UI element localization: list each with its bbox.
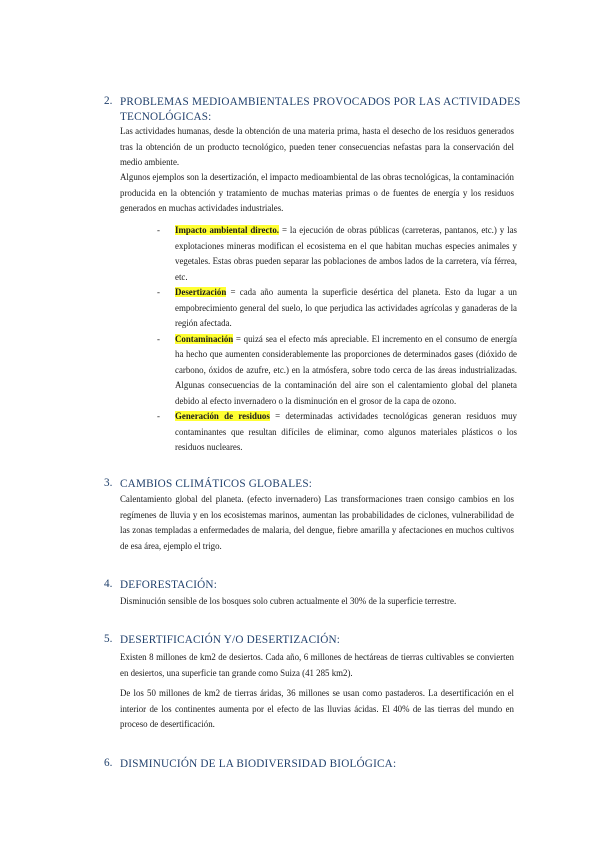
heading-line-1: PROBLEMAS MEDIOAMBIENTALES PROVOCADOS POR LAS ACTIVIDADES xyxy=(120,96,521,108)
paragraph: Disminución sensible de los bosques solo cubren actualmente el 30% de la superficie terrestre. xyxy=(120,596,457,606)
paragraph: De los 50 millones de km2 de tierras áridas, 36 millones se usan como pastaderos. La desertificación en el interior de los continentes aumenta por el efecto de las lluvias ácidas. El 40% de las tierras del mundo en proceso de desertificación. xyxy=(120,688,514,730)
section-heading: CAMBIOS CLIMÁTICOS GLOBALES: xyxy=(120,478,313,490)
paragraph: Algunos ejemplos son la desertización, el impacto medioambiental de las obras tecnológicas, la contaminación producida en la obtención y tratamiento de muchas materias primas o de fuentes de energía y los residuos generados en muchas actividades industriales. xyxy=(120,172,514,214)
highlighted-term: Generación de residuos xyxy=(175,411,270,421)
item-text: = cada año aumenta la superficie desértica del planeta. Esto da lugar a un empobrecimiento general del suelo, lo que perjudica las actividades agrícolas y ganaderas de la región afectada. xyxy=(175,287,517,328)
section-heading: DISMINUCIÓN DE LA BIODIVERSIDAD BIOLÓGICA: xyxy=(120,758,397,770)
paragraph: Existen 8 millones de km2 de desiertos. Cada año, 6 millones de hectáreas de tierras cultivables se convierten en desiertos, una superficie tan grande como Suiza (41 285 km2). xyxy=(120,652,514,678)
section-number: 4. xyxy=(104,578,113,590)
highlighted-term: Contaminación xyxy=(175,333,234,344)
list-item xyxy=(157,285,517,332)
section-number: 3. xyxy=(104,477,113,489)
dash-bullet: - xyxy=(157,333,160,344)
item-text: = determinadas actividades tecnológicas generan residuos muy contaminantes que resultan difíciles de eliminar, como algunos materiales plásticos o los residuos nucleares. xyxy=(175,411,517,452)
section-number: 5. xyxy=(104,633,113,645)
paragraph: Calentamiento global del planeta. (efecto invernadero) Las transformaciones traen consigo cambios en los regímenes de lluvia y en los ecosistemas marinos, aumentan las probabilidades de ciclones, vulnerabilidad de las zonas templadas a enfermedades de malaria, del dengue, fiebre amarilla y afectaciones en muchos cultivos de esa área, ejemplo el trigo. xyxy=(120,494,514,551)
list-item xyxy=(157,332,517,410)
list-item xyxy=(157,409,517,456)
section-number: 2. xyxy=(104,95,113,107)
highlighted-term: Desertización xyxy=(175,287,227,297)
item-text: = la ejecución de obras públicas (carreteras, pantanos, etc.) y las explotaciones mineras modifican el ecosistema en el que habitan muchas especies animales y vegetales. Estas obras pueden separar las poblaciones de ambos lados de la carretera, vía férrea, etc. xyxy=(175,225,517,282)
section-heading: DESERTIFICACIÓN Y/O DESERTIZACIÓN: xyxy=(120,634,341,646)
dash-bullet: - xyxy=(157,225,160,235)
heading-line-2: TECNOLÓGICAS: xyxy=(120,111,212,123)
section-heading: DEFORESTACIÓN: xyxy=(120,579,218,591)
paragraph: Las actividades humanas, desde la obtención de una materia prima, hasta el desecho de los residuos generados tras la obtención de un producto tecnológico, pueden tener consecuencias nefastas para la conservación del medio ambiente. xyxy=(120,126,514,168)
dash-bullet: - xyxy=(157,411,160,421)
dash-bullet: - xyxy=(157,287,160,297)
item-text: = quizá sea el efecto más apreciable. El incremento en el consumo de energía ha hecho que aumenten considerablemente las proporciones de determinados gases (dióxido de carbono, óxidos de azufre, etc.) en la atmósfera, sobre todo cerca de las áreas industrializadas. Algunas consecuencias de la contaminación del aire son el calentamiento global del planeta debido al efecto invernadero o la disminución en el grosor de la capa de ozono. xyxy=(175,333,517,406)
bullet-list xyxy=(157,223,517,456)
section-number: 6. xyxy=(104,757,113,769)
highlighted-term: Impacto ambiental directo. xyxy=(175,225,280,235)
section-heading xyxy=(120,95,530,125)
list-item xyxy=(157,223,517,285)
